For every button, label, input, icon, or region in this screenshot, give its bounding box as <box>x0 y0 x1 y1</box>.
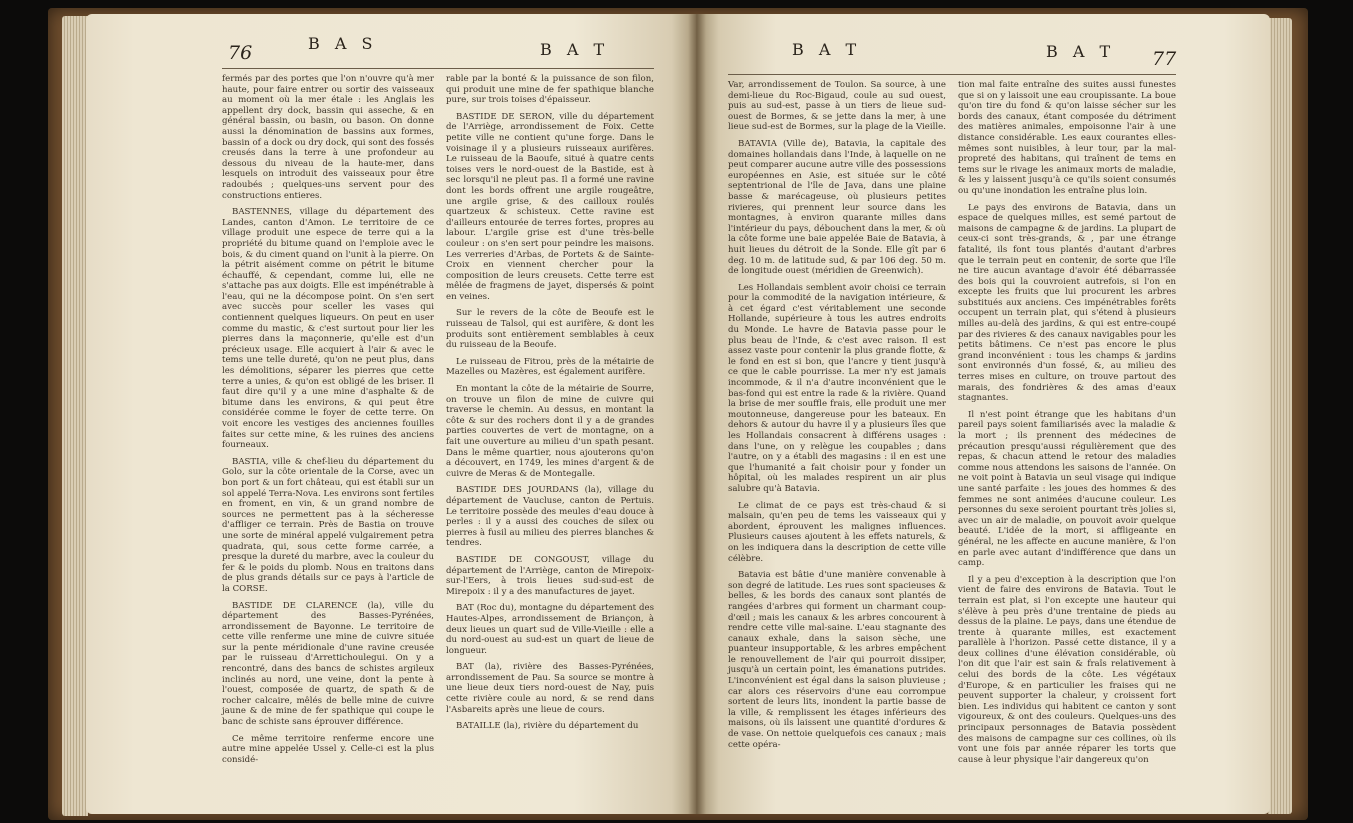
paragraph: Sur le revers de la côte de Beoufe est le ruisseau de Talsol, qui est aurifère, & dont les produits sont entièrement semblables à ceux du ruisseau de la Beoufe. <box>446 308 654 351</box>
right-page-column-b <box>958 80 1176 800</box>
left-running-head-bat: B A T <box>540 40 610 59</box>
right-header-rule <box>728 74 1176 75</box>
entry-bat-la: BAT (la), rivière des Basses-Pyrénées, arrondissement de Pau. Sa source se montre à une lieue deux tiers nord-ouest de Nay, puis cette rivière coule au nord, & se rend dans l'Asbareits après une lieue de cours. <box>446 662 654 715</box>
entry-bastia: BASTIA, ville & chef-lieu du département du Golo, sur la côte orientale de la Corse, avec un bon port & un fort château, qui est établi sur un sol appelé Terra-Nova. Les environs sont fertiles en froment, en vin, & un grand nombre de sources ne permettent pas à la sécheresse d'affliger ce terrain. Près de Bastia on trouve une sorte de minéral appelé vulgairement petra quadrata, qui, sous cette forme carrée, a presque la dureté du marbre, avec la couleur du fer & le poids du plomb. Nous en traitons dans de plus grands détails sur ce pays à l'article de la CORSE. <box>222 456 434 594</box>
book-gutter <box>688 14 706 814</box>
paragraph: Il n'est point étrange que les habitans d'un pareil pays soient familiarisés avec la maladie & la mort ; ils prennent des médecines de précaution presqu'aussi régulièrement que des repas, & chacun attend le retour des maladies comme nous attendons les saisons de l'année. On ne voit point à Batavia un seul visage qui indique une santé parfaite : les joues des hommes & des femmes ne sont animées d'aucune couleur. Les personnes du sexe seroient pourtant très jolies si, avec un air de maladie, on pouvoit avoir quelque beauté. L'idée de la mort, si affligeante en général, ne les affecte en aucune manière, & l'on en parle avec autant d'indifférence que dans un camp. <box>958 409 1176 569</box>
paragraph: fermés par des portes que l'on n'ouvre qu'à mer haute, pour faire entrer ou sortir des vaisseaux au moment où la mer étale : les Anglais les appellent dry dock, bassin qui asseche, & en général bassin, ou basin, ou bason. On donne aussi la dénomination de bassins aux formes, bassin of a dock ou dry dock, qui sont des fossés creusés dans la terre à une profondeur au dessous du niveau de la haute-mer, dans lesquels on introduit des vaisseaux pour être radoubés ; quelques-uns servent pour des constructions entieres. <box>222 74 434 201</box>
page-edges-right <box>1268 18 1292 814</box>
paragraph: tion mal faite entraîne des suites aussi funestes que si on y laissoit une eau croupissante. La boue qu'on tire du fond & qu'on laisse sécher sur les bords des canaux, étant composée du détriment des matières animales, empoisonne l'air à une distance considérable. Les eaux courantes elles-mêmes sont nuisibles, à leur tour, par la mal-propreté des habitans, qui traînent de tems en tems sur le rivage les animaux morts de maladie, & les y laissent jusqu'à ce qu'ils soient consumés ou qu'une inondation les entraîne plus loin. <box>958 80 1176 196</box>
entry-bastide-des-jourdans: BASTIDE DES JOURDANS (la), village du département de Vaucluse, canton de Pertuis. Le territoire possède des meules d'eau douce à perles : il y a aussi des couches de silex ou pierres à fusil au milieu des pierres blanches & tendres. <box>446 485 654 549</box>
paragraph: rable par la bonté & la puissance de son filon, qui produit une mine de fer spathique blanche pure, sur trois toises d'épaisseur. <box>446 74 654 106</box>
left-page-column-b <box>446 74 654 794</box>
entry-batavia: BATAVIA (Ville de), Batavia, la capitale des domaines hollandais dans l'Inde, à laquelle on ne peut comparer aucune autre ville des possessions européennes en Asie, est située sur le côté septentrional de l'île de Java, dans une plaine basse & marécageuse, où plusieurs petites rivieres, qui prennent leur source dans les montagnes, à environ quarante milles dans l'intérieur du pays, débouchent dans la mer, & où la côte forme une baie appelée Baie de Batavia, à huit lieues du détroit de la Sonde. Elle gît par 6 deg. 10 m. de latitude sud, & par 106 deg. 50 m. de longitude ouest (méridien de Greenwich). <box>728 138 946 277</box>
entry-bataille: BATAILLE (la), rivière du département du <box>456 721 639 732</box>
left-page-number: 76 <box>228 42 253 64</box>
paragraph: Le climat de ce pays est très-chaud & si malsain, qu'en peu de tems les vaisseaux qui y abordent, éprouvent les malignes influences. Plusieurs causes ajoutent à les effets naturels, & on les indiquera dans la description de cette ville célèbre. <box>728 500 946 564</box>
right-running-head-bat: B A T <box>792 40 862 59</box>
entry-bastide-de-seron: BASTIDE DE SERON, ville du département de l'Arriège, arrondissement de Foix. Cette petite ville ne contient qu'une forge. Dans le voisinage il y a plusieurs ruisseaux aurifères. Le ruisseau de la Baoufe, situé à quatre cents toises vers le nord-ouest de la Bastide, est à sec lorsqu'il ne pleut pas. Il a formé une ravine dont les bords offrent une argile rougeâtre, une argile grise, & des cailloux roulés quartzeux & schisteux. Cette ravine est d'ailleurs entourée de terres fortes, propres au labour. L'argile grise est d'une très-belle couleur : on s'en sert pour peindre les maisons. Les verreries d'Arbas, de Portets & de Sainte-Croix en viennent chercher pour la composition de leurs creusets. Cette terre est mêlée de fragmens de jayet, dispersés & point en veines. <box>446 111 654 302</box>
page-edges-left <box>62 16 88 816</box>
right-page-number: 77 <box>1152 48 1177 70</box>
right-running-head-bat-2: B A T <box>1046 42 1116 61</box>
paragraph: Batavia est bâtie d'une manière convenable à son degré de latitude. Les rues sont spacieuses & belles, & les bords des canaux sont plantés de rangées d'arbres qui forment un charmant coup-d'œil ; mais les canaux & les arbres concourent à rendre cette ville mal-saine. L'eau stagnante des canaux exhale, dans la saison sèche, une puanteur insupportable, & les arbres empêchent le renouvellement de l'air qui pourroit dissiper, jusqu'à un certain point, les émanations putrides. L'inconvénient est égal dans la saison pluvieuse ; car alors ces réservoirs d'une eau corrompue sortent de leurs lits, inondent la partie basse de la ville, & remplissent les étages inférieurs des maisons, où ils laissent une quantité d'ordures & de vase. On nettoie quelquefois ces canaux ; mais cette opéra- <box>728 570 946 750</box>
entry-bat-roc-du: BAT (Roc du), montagne du département des Hautes-Alpes, arrondissement de Briançon, à deux lieues un quart sud de Ville-Vieille : elle a du nord-ouest au sud-est un quart de lieue de longueur. <box>446 603 654 656</box>
left-header-rule <box>222 68 654 69</box>
left-running-head-bas: B A S <box>308 34 378 53</box>
right-page-column-a <box>728 80 946 800</box>
left-page-column-a <box>222 74 434 764</box>
paragraph: Il y a peu d'exception à la description que l'on vient de faire des environs de Batavia. Tout le terrain est plat, si l'on excepte une hauteur qui s'élève à peu près d'une trentaine de pieds au dessus de la plaine. Le pays, dans une étendue de trente à quarante milles, est exactement parallèle à l'horizon. Passé cette distance, il y a deux collines d'une élévation considérable, où l'on dit que l'air est sain & fraîs relativement à celui des bords de la côte. Les végétaux d'Europe, & en particulier les fraises qui ne peuvent supporter la chaleur, y croissent fort bien. Les individus qui habitent ce canton y sont vigoureux, & ont des couleurs. Quelques-uns des principaux personnages de Batavia possèdent des maisons de campagne sur ces collines, où ils vont une fois par année réparer les torts que cause à leur physique l'air dangereux qu'on <box>958 574 1176 765</box>
paragraph: En montant la côte de la métairie de Sourre, on trouve un filon de mine de cuivre qui traverse le chemin. Au dessus, en montant la côte & sur des rochers dont il y a de grandes parties couvertes de vert de montagne, on a fait une ouverture au milieu d'un spath pesant. Dans le même quartier, nous ajouterons qu'on a découvert, en 1749, les mines d'argent & de cuivre de Meras & de Montegalle. <box>446 384 654 479</box>
entry-bastide-de-clarence: BASTIDE DE CLARENCE (la), ville du département des Basses-Pyrénées, arrondissement de Bayonne. Le territoire de cette ville renferme une mine de cuivre située sur la pente méridionale d'une ravine creusée par le ruisseau d'Arrettichoulegui. On y a rencontré, dans des bancs de schistes argileux inclinés au nord, une veine, dont la pente à l'ouest, composée de quartz, de spath & de rocher calcaire, mêlés de belle mine de cuivre jaune & de mine de fer spathique qui coupe le banc de schiste sans éprouver différence. <box>222 600 434 728</box>
entry-bastennes: BASTENNES, village du département des Landes, canton d'Amon. Le territoire de ce village produit une espece de terre qui a la propriété du bitume quand on l'emploie avec le bois, & du ciment quand on l'unit à la pierre. On la pétrit aisément comme on pétrit le bitume échauffé, & cependant, comme lui, elle ne s'attache pas aux doigts. Elle est impénétrable à l'eau, qui ne la décompose point. On s'en sert avec succès pour sceller les vases qui contiennent quelques liqueurs. On peut en user comme du mastic, & c'est surtout pour lier les pierres dans la maçonnerie, qu'elle est d'un précieux usage. Elle acquiert à l'air & avec le tems une telle dureté, qu'on ne peut plus, dans les démolitions, séparer les pierres que cette terre a unies, & qu'on est obligé de les briser. Il faut dire qu'il y a une mine d'asphalte & de bitume dans les environs, & qui peut être considérée comme le foyer de cette terre. On voit encore les vestiges des anciennes fouilles faites sur cette mine, & les ruines des anciens fourneaux. <box>222 207 434 451</box>
paragraph: Le ruisseau de Fitrou, près de la métairie de Mazelles ou Mazères, est également aurifère. <box>446 356 654 378</box>
entry-bastide-de-congoust: BASTIDE DE CONGOUST, village du département de l'Arriège, canton de Mirepoix-sur-l'Eers, à trois lieues sud-sud-est de Mirepoix : il y a des manufactures de jayet. <box>446 554 654 597</box>
paragraph: Les Hollandais semblent avoir choisi ce terrain pour la commodité de la navigation intérieure, & à cet égard c'est véritablement une seconde Hollande, supérieure à tous les autres endroits du Monde. Le havre de Batavia passe pour le plus beau de l'Inde, & c'est avec raison. Il est assez vaste pour contenir la plus grande flotte, & le fond en est si bon, que l'ancre y tient jusqu'à ce que le cable pourrisse. La mer n'y est jamais incommode, & il n'a d'autre inconvénient que le bas-fond qui est entre la rade & la rivière. Quand la brise de mer souffle frais, elle produit une mer moutonneuse, dangereuse pour les bateaux. En dehors & autour du havre il y a plusieurs îles que les Hollandais consacrent à différens usages : dans l'une, on y relègue les coupables ; dans l'autre, on y a établi des magasins : il en est une que l'humanité a fait choisir pour y fonder un hôpital, où les malades respirent un air plus salubre qu'à Batavia. <box>728 282 946 494</box>
paragraph: Ce même territoire renferme encore une autre mine appelée Ussel y. Celle-ci est la plus considé- <box>222 733 434 765</box>
paragraph: Var, arrondissement de Toulon. Sa source, à une demi-lieue du Roc-Bigaud, coule au sud ouest, puis au sud-est, passe à un tiers de lieue sud-ouest de Bormes, & se jette dans la mer, à une lieue sud-est de Bormes, sur la plage de la Vieille. <box>728 80 946 133</box>
paragraph: Le pays des environs de Batavia, dans un espace de quelques milles, est semé partout de maisons de campagne & de jardins. La plupart de ceux-ci sont très-grands, & , par une étrange fatalité, ils font tous plantés d'autant d'arbres que le terrain peut en contenir, de sorte que l'île ne tire aucun avantage d'avoir été débarrassée des bois qui la couvroient autrefois, si l'on en excepte les fruits que lui procurent les arbres substitués aux anciens. Ces impénétrables forêts occupent un terrain plat, qui s'étend à plusieurs milles au-delà des jardins, & qui est entre-coupé par des rivieres & des canaux navigables pour les petits bâtimens. Ce n'est pas encore le plus grand inconvénient : tous les champs & jardins sont environnés d'un fossé, &, au milieu des terres mises en culture, on trouve partout des marais, des fondrières & des amas d'eaux stagnantes. <box>958 202 1176 404</box>
